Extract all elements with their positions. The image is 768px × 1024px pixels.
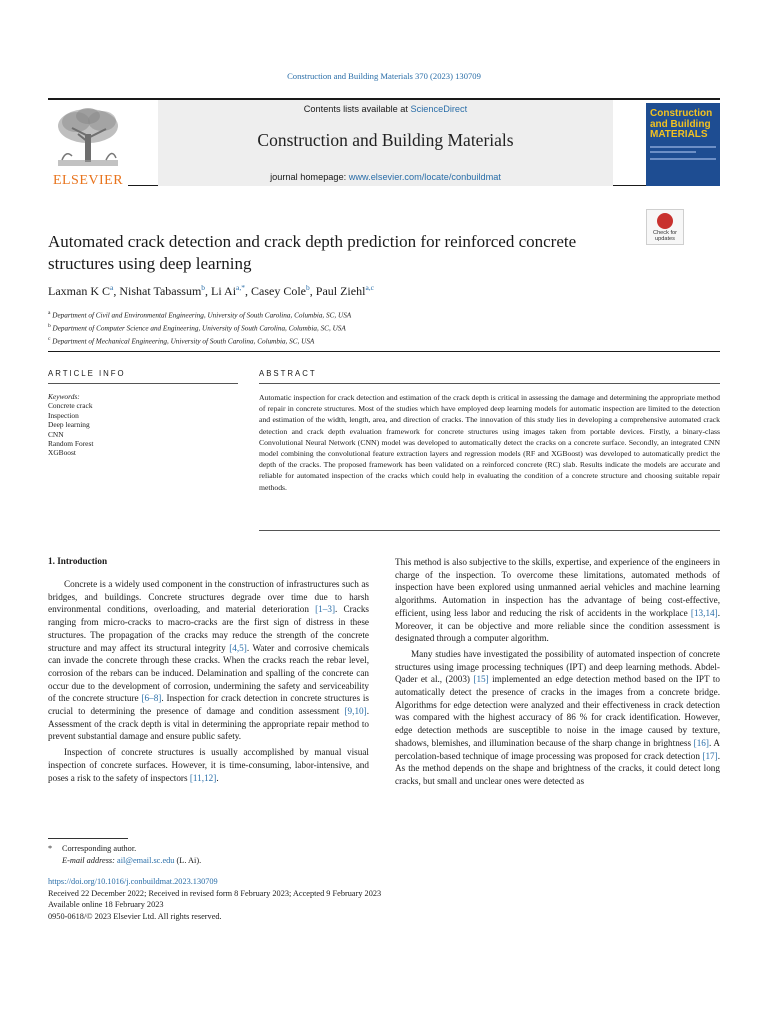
journal-cover [646,103,720,186]
article-metadata [48,876,648,922]
body-paragraph: Many studies have investigated the possibility of automated inspection of concrete structures using image processing techniques (IPT) and deep learning methods. Abdel-Qader et al., (2003) [15] implemented an edge detection method based on the IPT to automatically detect the presence of cracks in the images from a concrete bridge. Algorithms for edge detection were analyzed and their effectiveness in crack detection was compared with the highest accuracy of 86 % for crack identification. However, edge detection methods are susceptible to noise in the image caused by texture, shadows, blemishes, and illumination because of the sharp change in brightness [16]. A percolation-based technique of image processing was proposed for crack detection [17]. As the method depends on the shape and brightness of the cracks, it could detect long cracks, but small and unclear ones were detected as [395,648,720,786]
author-name[interactable]: Laxman K C [48,284,110,298]
copyright: 0950-0618/© 2023 Elsevier Ltd. All rights reserved. [48,911,222,921]
author-affiliation-marker[interactable]: a,c [365,283,374,292]
body-column-right [395,556,720,791]
author-list: Laxman K $C^a$, Nishat Tabassum$^b$, Li $Ai^{a,*}$, Casey Cole$^b$, Paul Ziehl$^{a,c}$ [48,283,374,298]
author-affiliation-marker[interactable]: a,* [236,283,246,292]
author-name[interactable]: Paul Ziehl [315,284,366,298]
citation-link[interactable]: [9,10] [344,706,367,717]
homepage-prefix: journal homepage: [270,172,349,182]
citation-link[interactable]: [13,14] [690,607,718,618]
doi-link[interactable]: https://doi.org/10.1016/j.conbuildmat.2023.130709 [48,877,218,886]
citation-link[interactable]: [17] [702,750,718,761]
author-name[interactable]: Li Ai [211,284,237,298]
citation-link[interactable]: [16] [693,737,709,748]
abstract-heading: ABSTRACT [259,369,317,378]
keyword: CNN [48,429,64,439]
author-name[interactable]: Casey Cole [251,284,307,298]
check-updates-label: Check for updates [653,230,677,242]
author-name[interactable]: Nishat Tabassum [119,284,202,298]
received-dates: Received 22 December 2022; Received in revised form 8 February 2023; Accepted 9 February 2023 [48,888,382,898]
author-affiliation-marker[interactable]: b [306,283,310,292]
keyword: XGBoost [48,448,76,458]
keyword: Deep learning [48,420,90,430]
homepage-link[interactable]: www.elsevier.com/locate/conbuildmat [348,172,501,182]
footnotes [48,843,548,866]
journal-name: Construction and Building Materials [257,130,514,150]
body-paragraph: Concrete is a widely used component in the construction of infrastructures such as bridges, and buildings. Concrete structures degrade over time due to harsh environmental conditions, overloading, and material deterioration [1–3]. Cracks ranging from micro-cracks to macro-cracks are the first sign of distress in these structures. The propagation of the cracks may reduce the strength of the concrete structure and may affect its structural integrity [4,5]. Water and corrosive chemicals can invade the concrete through these cracks. When the cracks reach the rebar level, corrosion of the rebars can be induced. Delamination and spalling of the concrete can occur due to the development of corrosion, undermining the safety and serviceability of the concrete structure [6–8]. Inspection for crack detection in concrete structures is crucial to determining the presence of damage and condition assessment [9,10]. Assessment of the crack depth is vital in determining the appropriate repair method to prevent substantial damage and ensure public safety. [48,579,370,742]
footnote-rule [48,838,128,839]
keyword: Random Forest [48,439,94,449]
header-divider [48,351,720,352]
elsevier-logo [48,104,128,186]
homepage-line [158,172,613,182]
abstract-rule [259,383,720,384]
contents-line [158,104,613,114]
keyword: Inspection [48,410,79,420]
masthead-center [158,100,613,186]
cover-title: Construction and Building MATERIALS [650,108,713,140]
abstract-bottom-rule [259,530,720,531]
affiliation-line: $^c$ Department of Mechanical Engineering, University of South Carolina, Columbia, SC, USA [48,335,315,345]
body-column-left [48,578,369,787]
article-info-heading: ARTICLE INFO [48,369,126,378]
affiliation-line: $^b$ Department of Computer Science and Engineering, University of South Carolina, Columbia, SC, USA [48,322,346,333]
affiliations [48,308,648,346]
check-for-updates-button[interactable] [646,209,684,245]
citation-link[interactable]: [11,12] [189,772,217,783]
email-note: E-mail address: ail@email.sc.edu (L. Ai). [62,855,202,865]
check-updates-icon [657,213,673,229]
section-heading-introduction: 1. Introduction [48,556,108,566]
journal-reference[interactable]: Construction and Building Materials 370 (2023) 130709 [287,71,481,81]
elsevier-wordmark: ELSEVIER [52,173,124,186]
citation-link[interactable]: [4,5] [229,642,247,653]
masthead [48,98,720,186]
citation-link[interactable]: [6–8] [141,693,162,704]
author-affiliation-marker[interactable]: b [201,283,206,292]
citation-link[interactable]: [15] [473,674,489,685]
sciencedirect-link[interactable]: ScienceDirect [410,104,468,114]
author-affiliation-marker[interactable]: a [110,283,114,292]
body-paragraph: Inspection of concrete structures is usually accomplished by manual visual inspection of concrete surfaces. However, it is time-consuming, labor-intensive, and poses a risk to the safety of inspectors [11,12]. [48,747,369,783]
contents-prefix: Contents lists available at [303,104,411,114]
keywords-block [48,392,238,458]
email-link[interactable]: ail@email.sc.edu [117,855,175,865]
paper-title: Automated crack detection and crack depth prediction for reinforced concrete structures using deep learning [48,232,577,273]
keyword: Concrete crack [48,401,93,411]
abstract-text: Automatic inspection for crack detection and estimation of the crack depth is critical in assessing the damage and determining the appropriate method of repair in concrete structures. Most of the studies which have employed deep learning models for automatic inspection are limited to the detection and estimation of the width, length, area, and direction of cracks. The innovation of this study lies in developing a comprehensive automated crack detection and crack depth evaluation framework for concrete structures using images taken from portable devices. Firstly, a binary-class Convolutional Neural Network (CNN) model was developed to automatically detect the cracks on a concrete surface. Secondly, an integrated CNN model combining the convolutional feature extraction layers and regression models (RF and XGBoost) was developed to automatically predict the depth of the cracks. The proposed framework has been validated on a reinforced concrete (RC) slab. Results indicate the models are accurate and reliable for automated inspection of the cracks which could help in evaluating the condition of a concrete structure and choosing suitable repair methods. [259,393,720,492]
keywords-heading: Keywords: [48,392,80,401]
body-paragraph: This method is also subjective to the skills, expertise, and experience of the engineers in charge of the inspection. To overcome these limitations, automated methods of inspection have been explored using unmanned aerial vehicles and machine learning algorithms. Automation in inspection has the advantage of being cost-effective, efficient, using less labor and reducing the risk of accidents in the workplace [13,14]. Moreover, it can be objective and more reliable since the condition assessment is designated through a computer algorithm. [395,557,720,644]
affiliation-line: $^a$ Department of Civil and Environmental Engineering, University of South Carolina, Columbia, SC, USA [48,310,352,320]
citation-link[interactable]: [1–3] [315,604,336,615]
article-info-rule [48,383,238,384]
available-online: Available online 18 February 2023 [48,900,164,910]
keyword-list [48,401,238,457]
corresponding-author-note: * Corresponding author. [48,844,137,853]
